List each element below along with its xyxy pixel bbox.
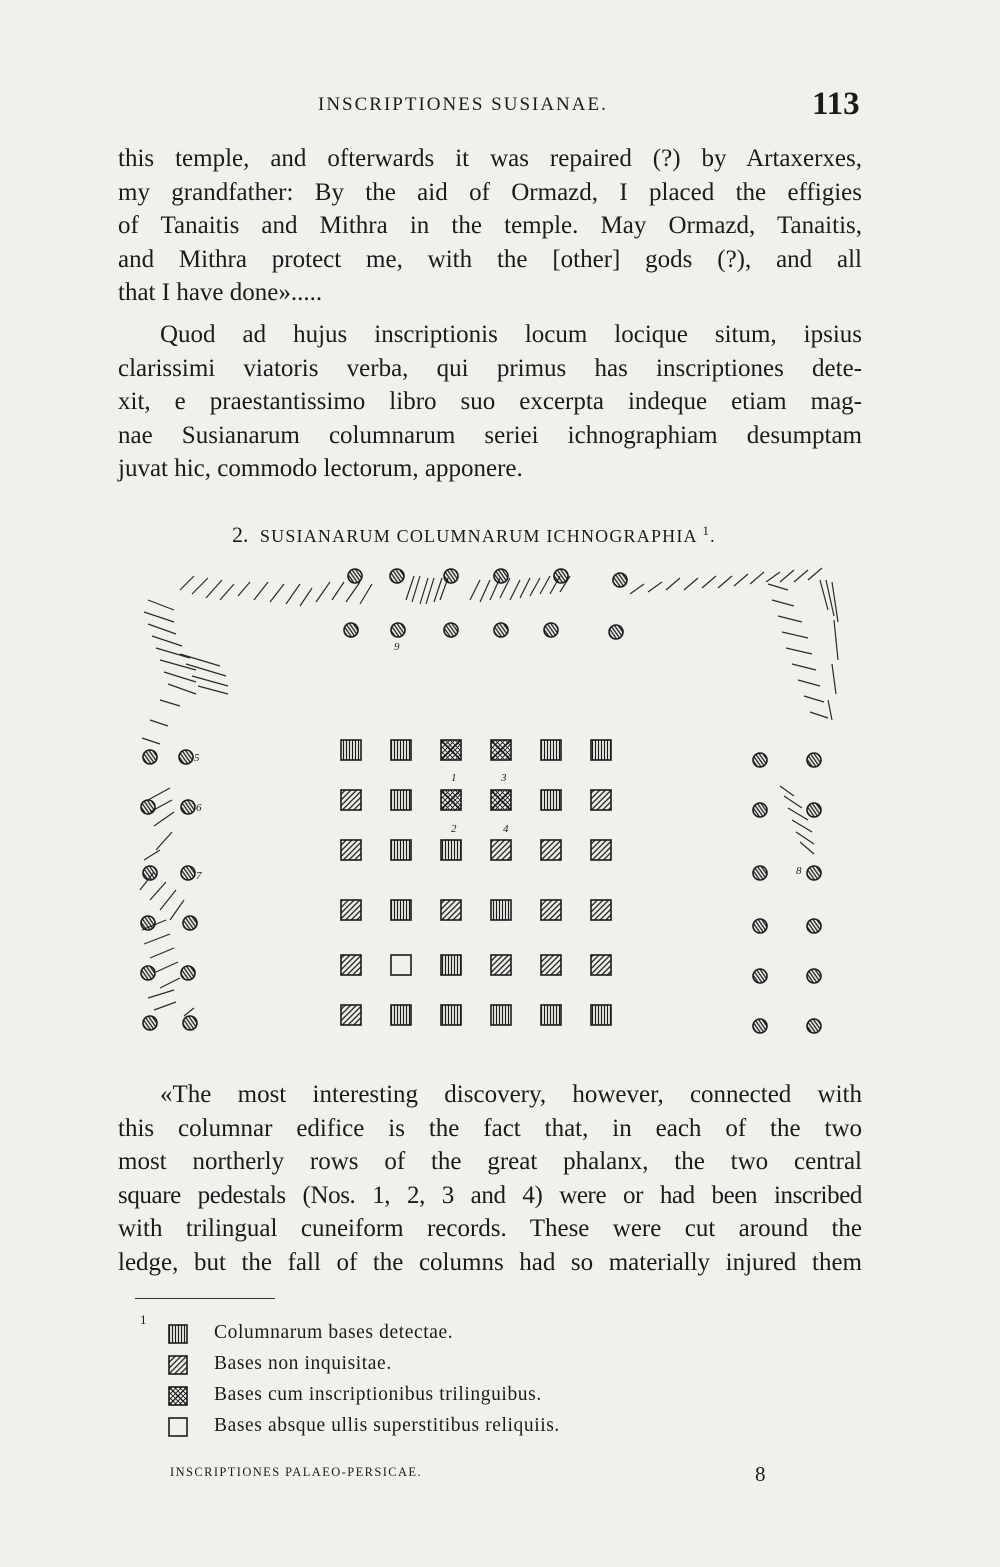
- round-column-base: [141, 800, 155, 814]
- round-column-base: [807, 1019, 821, 1033]
- square-pedestal: [541, 955, 561, 975]
- label-1: 1: [451, 772, 457, 784]
- legend-label: Bases non inquisitae.: [214, 1353, 392, 1374]
- round-column-base: [444, 623, 458, 637]
- text-line: square pedestals (Nos. 1, 2, 3 and 4) were or had been inscribed: [118, 1181, 862, 1209]
- square-pedestal: [541, 1005, 561, 1025]
- round-column-base: [494, 623, 508, 637]
- round-column-base: [141, 966, 155, 980]
- round-column-base: [143, 1016, 157, 1030]
- label-3: 3: [501, 772, 507, 784]
- empty-square-icon: [168, 1417, 188, 1437]
- label-8: 8: [796, 865, 802, 877]
- ruined-wall-hatching: [140, 568, 838, 1016]
- label-6: 6: [196, 802, 202, 814]
- round-column-base: [390, 569, 404, 583]
- round-column-base: [807, 919, 821, 933]
- text-line: clarissimi viatoris verba, qui primus has inscriptiones dete-: [118, 354, 862, 382]
- square-pedestal: [591, 955, 611, 975]
- square-pedestal: [441, 1005, 461, 1025]
- round-column-base: [143, 866, 157, 880]
- round-column-base: [753, 866, 767, 880]
- legend-label: Bases absque ullis superstitibus reliquiis.: [214, 1415, 560, 1436]
- label-5: 5: [194, 752, 200, 764]
- legend-label: Columnarum bases detectae.: [214, 1322, 454, 1343]
- footnote-ref: 1: [702, 523, 711, 538]
- round-column-base: [494, 569, 508, 583]
- square-pedestal: [341, 1005, 361, 1025]
- sheet-number: 8: [755, 1462, 766, 1486]
- square-pedestal: [591, 790, 611, 810]
- figure-caption: 2. SUSIANARUM COLUMNARUM ICHNOGRAPHIA $^1$.: [232, 522, 716, 547]
- square-pedestal: [541, 900, 561, 920]
- round-column-base: [753, 753, 767, 767]
- footnote-marker: 1: [140, 1312, 147, 1327]
- label-2: 2: [451, 823, 457, 835]
- round-column-base: [613, 573, 627, 587]
- round-column-bases: [141, 569, 821, 1033]
- round-column-base: [391, 623, 405, 637]
- round-column-base: [807, 866, 821, 880]
- inscribed-pedestal: [441, 740, 461, 760]
- round-column-base: [753, 803, 767, 817]
- text-line: most northerly rows of the great phalanx, the two central: [118, 1148, 862, 1175]
- round-column-base: [143, 750, 157, 764]
- empty-pedestal: [391, 955, 411, 975]
- square-pedestal: [341, 790, 361, 810]
- round-column-base: [807, 803, 821, 817]
- square-pedestal: [341, 955, 361, 975]
- inscribed-pedestal: [441, 790, 461, 810]
- square-pedestal: [341, 840, 361, 860]
- square-pedestal: [541, 740, 561, 760]
- square-pedestal: [391, 790, 411, 810]
- printer-signature: INSCRIPTIONES PALAEO-PERSICAE.: [170, 1465, 422, 1479]
- round-column-base: [348, 569, 362, 583]
- text-line: that I have done».....: [118, 279, 323, 306]
- figure-number: 2.: [232, 522, 249, 547]
- text-line: this temple, and ofterwards it was repaired (?) by Artaxerxes,: [118, 145, 862, 172]
- square-pedestal: [391, 740, 411, 760]
- round-column-base: [181, 800, 195, 814]
- square-pedestal: [391, 900, 411, 920]
- square-pedestal: [491, 955, 511, 975]
- column-ground-plan: [120, 560, 840, 1050]
- label-9: 9: [394, 641, 400, 653]
- round-column-base: [807, 753, 821, 767]
- paragraph-2: [118, 318, 862, 486]
- text-line: of Tanaitis and Mithra in the temple. May Ormazd, Tanaitis,: [118, 212, 862, 239]
- page-number: 113: [812, 86, 860, 122]
- round-column-base: [753, 1019, 767, 1033]
- text-line: nae Susianarum columnarum seriei ichnographiam desumptam: [118, 421, 862, 449]
- square-pedestal: [341, 740, 361, 760]
- square-pedestal: [591, 840, 611, 860]
- text-line: ledge, but the fall of the columns had so materially injured them: [118, 1248, 862, 1276]
- label-7: 7: [196, 870, 202, 882]
- diagonal-hatch-square-icon: [168, 1355, 188, 1375]
- text-line: juvat hic, commodo lectorum, apponere.: [118, 455, 523, 482]
- text-line: Quod ad hujus inscriptionis locum locique situm, ipsius: [160, 321, 862, 348]
- text-line: my grandfather: By the aid of Ormazd, I placed the effigies: [118, 178, 862, 206]
- square-pedestal: [491, 840, 511, 860]
- round-column-base: [753, 919, 767, 933]
- square-pedestal: [491, 900, 511, 920]
- square-pedestal: [591, 900, 611, 920]
- footnote-rule: [135, 1298, 275, 1299]
- paragraph-1: [118, 142, 862, 310]
- text-line: this columnar edifice is the fact that, in each of the two: [118, 1114, 862, 1142]
- square-pedestal: [541, 790, 561, 810]
- square-pedestal: [441, 955, 461, 975]
- square-pedestal: [441, 900, 461, 920]
- square-pedestal: [391, 840, 411, 860]
- round-column-base: [179, 750, 193, 764]
- text-line: and Mithra protect me, with the [other] gods (?), and all: [118, 245, 862, 273]
- round-column-base: [344, 623, 358, 637]
- inscribed-pedestal: [491, 790, 511, 810]
- round-column-base: [183, 916, 197, 930]
- round-column-base: [141, 916, 155, 930]
- legend-label: Bases cum inscriptionibus trilinguibus.: [214, 1384, 542, 1405]
- text-line: xit, e praestantissimo libro suo excerpta indeque etiam mag-: [118, 388, 862, 415]
- square-pedestal: [441, 840, 461, 860]
- vertical-hatch-square-icon: [168, 1324, 188, 1344]
- cross-hatch-square-icon: [168, 1386, 188, 1406]
- round-column-base: [183, 1016, 197, 1030]
- label-4: 4: [503, 823, 509, 835]
- paragraph-3: [118, 1078, 862, 1279]
- round-column-base: [807, 969, 821, 983]
- square-pedestal-grid: [341, 740, 611, 1025]
- round-column-base: [181, 866, 195, 880]
- figure-title: SUSIANARUM COLUMNARUM ICHNOGRAPHIA: [259, 526, 697, 546]
- east-wall-hatching: [768, 580, 838, 854]
- round-column-base: [444, 569, 458, 583]
- square-pedestal: [491, 1005, 511, 1025]
- square-pedestal: [391, 1005, 411, 1025]
- running-head: INSCRIPTIONES SUSIANAE.: [318, 94, 608, 115]
- round-column-base: [554, 569, 568, 583]
- text-line: with trilingual cuneiform records. These were cut around the: [118, 1215, 862, 1242]
- inscribed-pedestal: [491, 740, 511, 760]
- round-column-base: [544, 623, 558, 637]
- square-pedestal: [341, 900, 361, 920]
- square-pedestal: [541, 840, 561, 860]
- square-pedestal: [591, 1005, 611, 1025]
- round-column-base: [753, 969, 767, 983]
- text-line: «The most interesting discovery, however, connected with: [160, 1081, 862, 1108]
- round-column-base: [609, 625, 623, 639]
- round-column-base: [181, 966, 195, 980]
- square-pedestal: [591, 740, 611, 760]
